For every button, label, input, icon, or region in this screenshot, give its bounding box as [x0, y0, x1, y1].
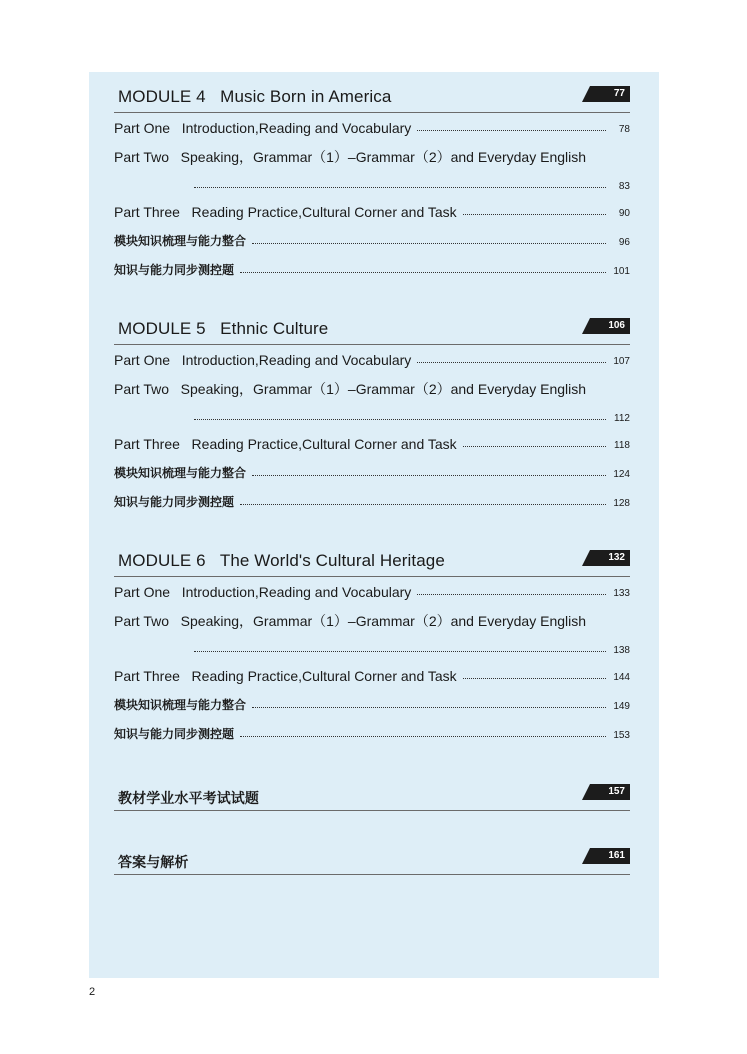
entry-page: 144	[613, 672, 630, 683]
entry-label: Part Two Speaking，Grammar（1）–Grammar（2）and Everyday English	[114, 612, 587, 629]
leader-dots	[463, 446, 606, 447]
leader-dots	[194, 419, 606, 420]
toc-entry[interactable]	[114, 197, 630, 226]
leader-dots	[240, 736, 606, 737]
leader-dots	[417, 362, 606, 363]
leader-dots	[417, 594, 606, 595]
toc-entry[interactable]	[114, 661, 630, 690]
entry-label: 模块知识梳理与能力整合	[114, 466, 247, 480]
entry-page: 153	[613, 730, 630, 741]
section-header	[114, 784, 630, 811]
module-title: MODULE 6 The World's Cultural Heritage	[118, 551, 445, 570]
entry-page: 78	[618, 124, 630, 135]
leader-dots	[240, 504, 606, 505]
entry-label: Part One Introduction,Reading and Vocabulary	[114, 583, 412, 600]
toc-entry-continuation[interactable]	[114, 635, 630, 661]
section-title: 教材学业水平考试试题	[118, 790, 259, 806]
entry-label: Part Two Speaking，Grammar（1）–Grammar（2）and Everyday English	[114, 148, 587, 165]
entry-label: Part Three Reading Practice,Cultural Corner and Task	[114, 667, 457, 684]
entry-label: 知识与能力同步测控题	[114, 495, 235, 509]
toc-entry[interactable]	[114, 487, 630, 516]
module-title: MODULE 4 Music Born in America	[118, 87, 392, 106]
toc-entry-continuation[interactable]	[114, 403, 630, 429]
entry-label: Part Three Reading Practice,Cultural Corner and Task	[114, 435, 457, 452]
section-exam	[114, 784, 630, 811]
entry-page: 83	[618, 180, 630, 192]
entry-page: 149	[613, 701, 630, 712]
entry-label: 模块知识梳理与能力整合	[114, 234, 247, 248]
leader-dots	[252, 475, 606, 476]
toc-entry[interactable]	[114, 113, 630, 142]
leader-dots	[194, 187, 606, 188]
entry-label: 知识与能力同步测控题	[114, 727, 235, 741]
module-header	[114, 318, 630, 345]
leader-dots	[417, 130, 606, 131]
module-5	[114, 318, 630, 516]
page-badge[interactable]: 161	[590, 848, 630, 864]
page-number: 2	[89, 986, 96, 998]
entry-label: 模块知识梳理与能力整合	[114, 698, 247, 712]
leader-dots	[463, 214, 606, 215]
entry-page: 118	[614, 440, 630, 451]
entry-page: 107	[613, 356, 630, 367]
toc-entry[interactable]	[114, 142, 630, 171]
entry-label: Part One Introduction,Reading and Vocabulary	[114, 351, 412, 368]
page-badge[interactable]: 106	[590, 318, 630, 334]
section-header	[114, 848, 630, 875]
section-title: 答案与解析	[118, 854, 189, 870]
leader-dots	[194, 651, 606, 652]
module-title: MODULE 5 Ethnic Culture	[118, 319, 329, 338]
entry-page: 90	[618, 208, 630, 219]
module-4	[114, 86, 630, 284]
toc-entry[interactable]	[114, 458, 630, 487]
leader-dots	[240, 272, 606, 273]
entry-label: Part Three Reading Practice,Cultural Corner and Task	[114, 203, 457, 220]
entry-page: 96	[618, 237, 630, 248]
toc-entry[interactable]	[114, 719, 630, 748]
entry-page: 133	[613, 588, 630, 599]
module-header	[114, 550, 630, 577]
toc-entry[interactable]	[114, 345, 630, 374]
page-badge[interactable]: 77	[590, 86, 630, 102]
module-6	[114, 550, 630, 748]
entry-page: 138	[613, 644, 630, 656]
toc-entry-continuation[interactable]	[114, 171, 630, 197]
toc-entry[interactable]	[114, 429, 630, 458]
entry-label: Part Two Speaking，Grammar（1）–Grammar（2）and Everyday English	[114, 380, 587, 397]
toc-entry[interactable]	[114, 255, 630, 284]
toc-entry[interactable]	[114, 226, 630, 255]
entry-page: 101	[613, 266, 630, 277]
entry-page: 128	[613, 498, 630, 509]
leader-dots	[252, 243, 606, 244]
page-badge[interactable]: 157	[590, 784, 630, 800]
page-badge[interactable]: 132	[590, 550, 630, 566]
leader-dots	[463, 678, 606, 679]
leader-dots	[252, 707, 606, 708]
section-answers	[114, 848, 630, 875]
toc-entry[interactable]	[114, 577, 630, 606]
entry-page: 112	[614, 412, 630, 424]
entry-label: 知识与能力同步测控题	[114, 263, 235, 277]
toc-entry[interactable]	[114, 606, 630, 635]
toc-entry[interactable]	[114, 374, 630, 403]
toc-entry[interactable]	[114, 690, 630, 719]
entry-page: 124	[613, 469, 630, 480]
entry-label: Part One Introduction,Reading and Vocabulary	[114, 119, 412, 136]
module-header	[114, 86, 630, 113]
